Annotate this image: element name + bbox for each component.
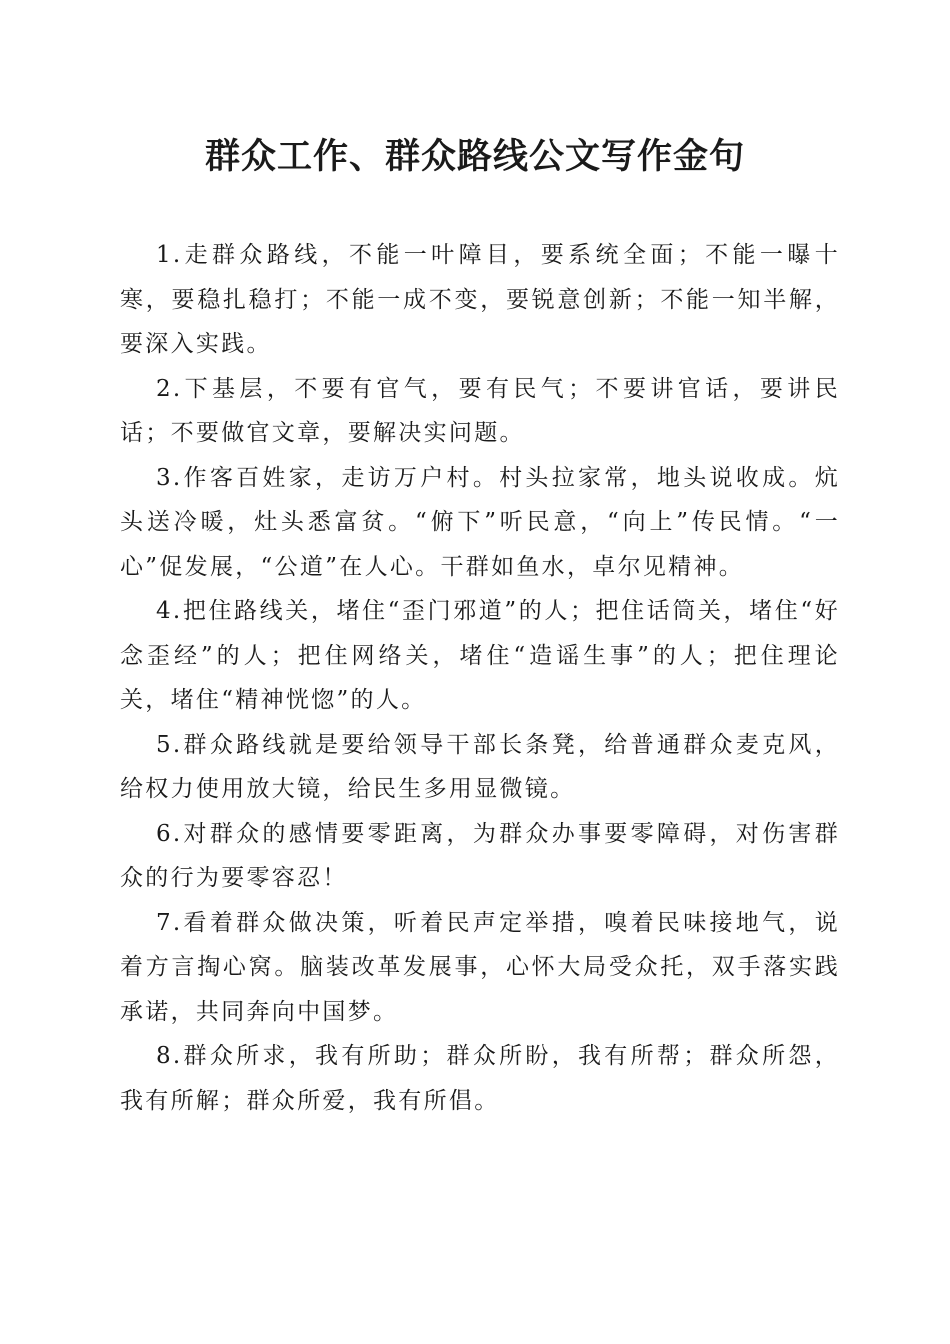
paragraph-1: 1.走群众路线，不能一叶障目，要系统全面；不能一曝十寒，要稳扎稳打；不能一成不变，要锐意创新；不能一知半解，要深入实践。 (120, 242, 840, 357)
paragraph-7: 7.看着群众做决策，听着民声定举措，嗅着民味接地气，说着方言掏心窝。脑装改革发展事，心怀大局受众托，双手落实践承诺，共同奔向中国梦。 (120, 909, 840, 1025)
paragraph-4: 4.把住路线关，堵住“歪门邪道”的人；把住话筒关，堵住“好念歪经”的人；把住网络关，堵住“造谣生事”的人；把住理论关，堵住“精神恍惚”的人。 (120, 598, 840, 713)
paragraph-8: 8.群众所求，我有所助；群众所盼，我有所帮；群众所怨，我有所解；群众所爱，我有所倡。 (120, 1043, 840, 1114)
document-body (120, 233, 840, 1123)
paragraph-6: 6.对群众的感情要零距离，为群众办事要零障碍，对伤害群众的行为要零容忍！ (120, 820, 840, 891)
paragraph-3: 3.作客百姓家，走访万户村。村头拉家常，地头说收成。炕头送冷暖，灶头悉富贫。“俯下”听民意，“向上”传民情。“一心”促发展，“公道”在人心。干群如鱼水，卓尔见精神。 (120, 464, 840, 580)
document-title: 群众工作、群众路线公文写作金句 (204, 136, 745, 177)
paragraph-2: 2.下基层，不要有官气，要有民气；不要讲官话，要讲民话；不要做官文章，要解决实问题。 (120, 375, 840, 446)
paragraph-5: 5.群众路线就是要给领导干部长条凳，给普通群众麦克风，给权力使用放大镜，给民生多用显微镜。 (120, 731, 840, 802)
